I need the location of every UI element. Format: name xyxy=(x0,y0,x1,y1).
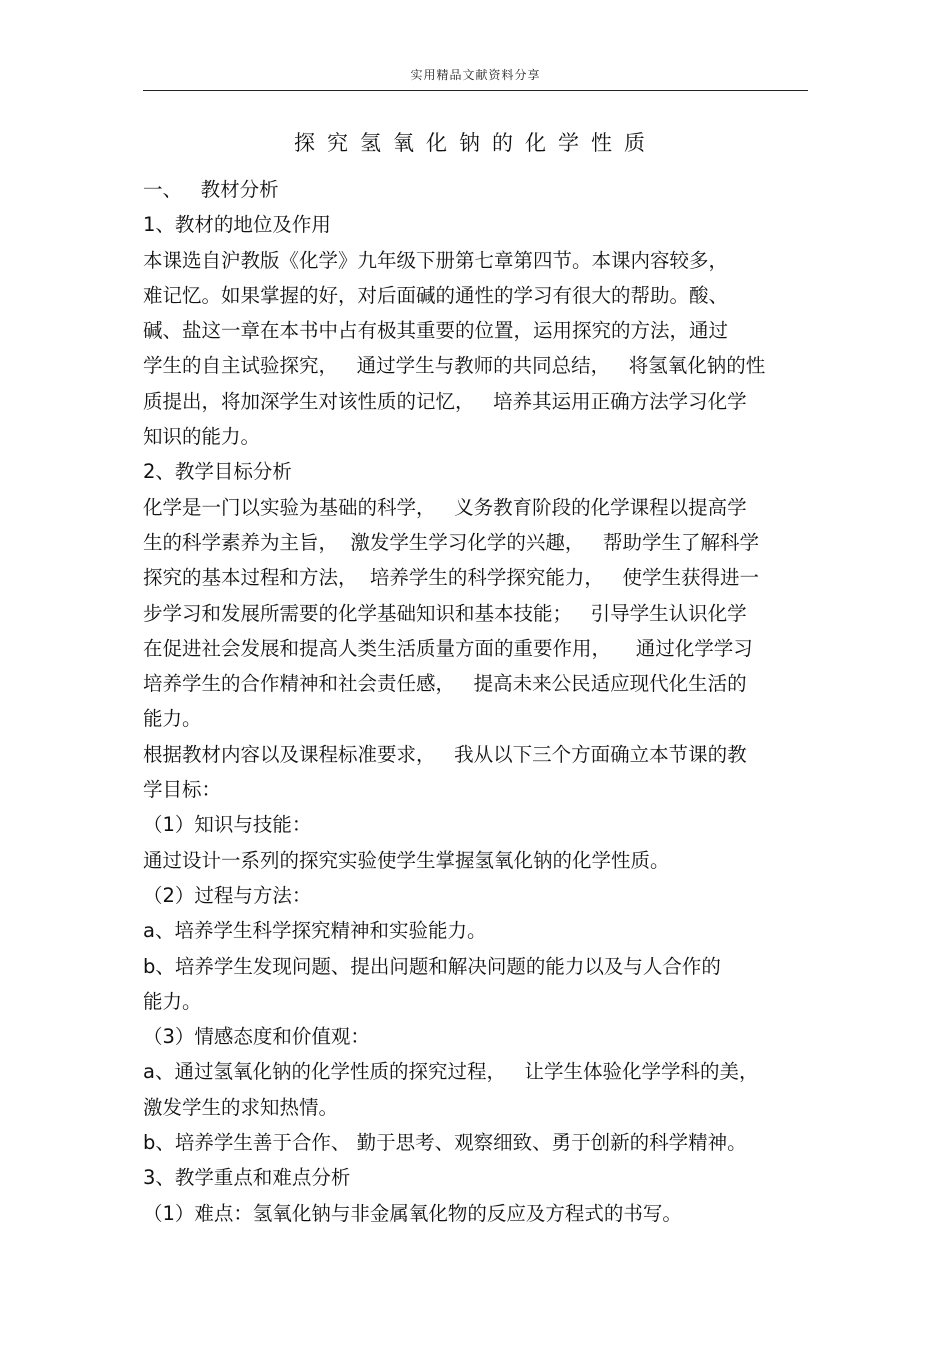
paragraph-line: 学生的自主试验探究， 通过学生与教师的共同总结， 将氢氧化钠的性 xyxy=(143,354,766,378)
paragraph-line: 生的科学素养为主旨， 激发学生学习化学的兴趣， 帮助学生了解科学 xyxy=(143,530,759,554)
paragraph-line: 步学习和发展所需要的化学基础知识和基本技能； 引导学生认识化学 xyxy=(143,601,747,625)
paragraph-line: 质提出，将加深学生对该性质的记忆， 培养其运用正确方法学习化学 xyxy=(143,389,747,413)
paragraph-line: 难记忆。如果掌握的好，对后面碱的通性的学习有很大的帮助。酸、 xyxy=(143,283,729,307)
subsection-heading: 3、教学重点和难点分析 xyxy=(143,1166,351,1190)
subsection-heading: 2、教学目标分析 xyxy=(143,460,292,484)
paragraph-line: 能力。 xyxy=(143,707,202,731)
list-heading: （1）知识与技能： xyxy=(143,813,312,837)
paragraph-line: 在促进社会发展和提高人类生活质量方面的重要作用， 通过化学学习 xyxy=(143,636,753,660)
paragraph-line: 化学是一门以实验为基础的科学， 义务教育阶段的化学课程以提高学 xyxy=(143,495,747,519)
list-item: 能力。 xyxy=(143,989,202,1013)
list-item: 激发学生的求知热情。 xyxy=(143,1095,339,1119)
list-heading: （3）情感态度和价值观： xyxy=(143,1025,370,1049)
list-item: a、通过氢氧化钠的化学性质的探究过程， 让学生体验化学学科的美， xyxy=(143,1060,759,1084)
paragraph-line: 通过设计一系列的探究实验使学生掌握氢氧化钠的化学性质。 xyxy=(143,848,670,872)
list-item: a、培养学生科学探究精神和实验能力。 xyxy=(143,919,487,943)
paragraph-line: 碱、盐这一章在本书中占有极其重要的位置，运用探究的方法，通过 xyxy=(143,319,729,343)
list-heading: （1）难点：氢氧化钠与非金属氧化物的反应及方程式的书写。 xyxy=(143,1201,682,1225)
page-header: 实用精品文献资料分享 xyxy=(410,68,541,82)
list-heading: （2）过程与方法： xyxy=(143,883,312,907)
section-heading: 一、 教材分析 xyxy=(143,178,279,201)
subsection-heading: 1、教材的地位及作用 xyxy=(143,213,331,237)
document-title: 探究氢氧化钠的化学性质 xyxy=(294,131,657,155)
paragraph-line: 探究的基本过程和方法， 培养学生的科学探究能力， 使学生获得进一 xyxy=(143,566,759,590)
paragraph-line: 培养学生的合作精神和社会责任感， 提高未来公民适应现代化生活的 xyxy=(143,672,747,696)
paragraph-line: 知识的能力。 xyxy=(143,425,261,449)
list-item: b、培养学生善于合作、 勤于思考、观察细致、勇于创新的科学精神。 xyxy=(143,1131,747,1155)
document-body xyxy=(143,172,813,1231)
paragraph-line: 学目标： xyxy=(143,778,222,802)
list-item: b、培养学生发现问题、提出问题和解决问题的能力以及与人合作的 xyxy=(143,954,721,978)
paragraph-line: 根据教材内容以及课程标准要求， 我从以下三个方面确立本节课的教 xyxy=(143,742,747,766)
paragraph-line: 本课选自沪教版《化学》九年级下册第七章第四节。本课内容较多， xyxy=(143,248,729,272)
header-divider xyxy=(143,90,808,91)
